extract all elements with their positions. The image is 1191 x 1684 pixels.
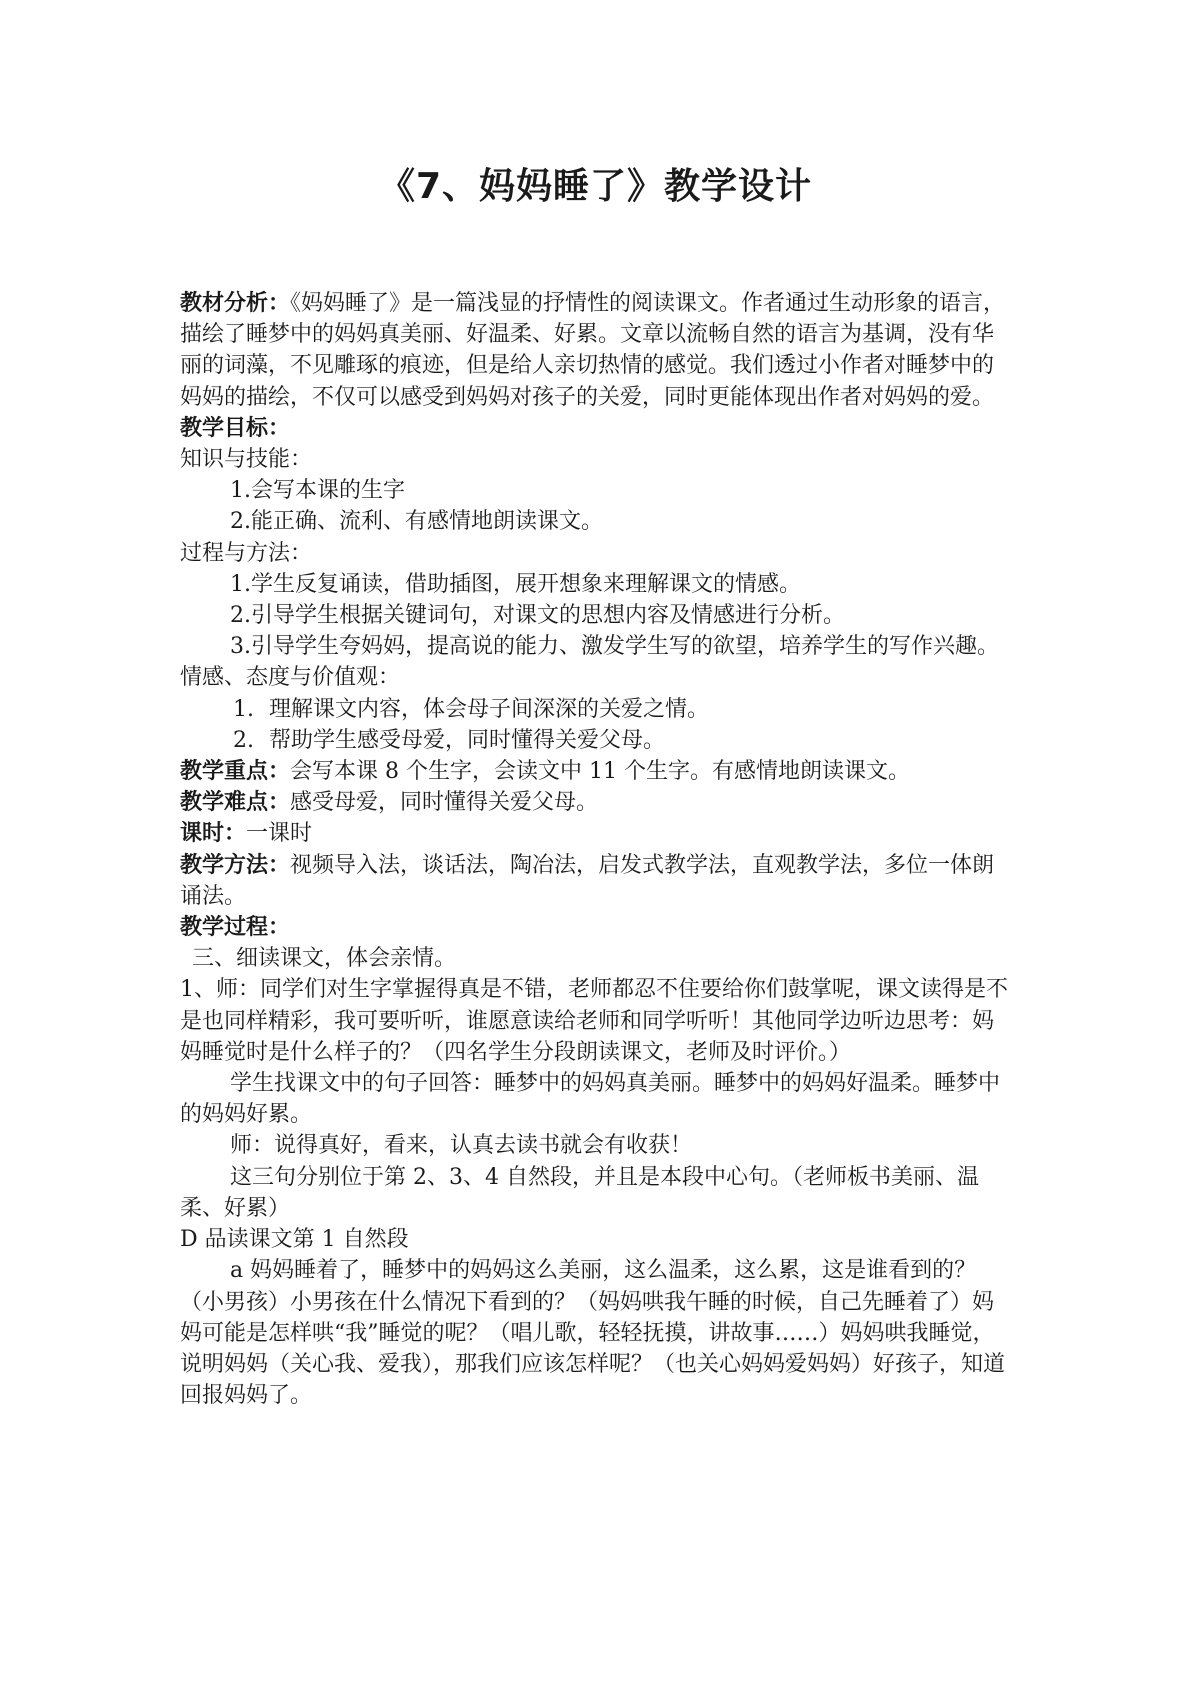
key-points-label: 教学重点： xyxy=(180,759,291,785)
knowledge-label: 知识与技能： xyxy=(180,447,313,473)
difficulties-label: 教学难点： xyxy=(180,790,291,816)
process-label: 教学过程： xyxy=(180,915,291,941)
key-points-text: 会写本课 8 个生字，会读文中 11 个生字。有感情地朗读课文。 xyxy=(290,759,910,785)
document-body xyxy=(180,288,1015,1411)
methods-paragraph xyxy=(180,850,1015,912)
process-paragraph: 师：说得真好，看来，认真去读书就会有收获！ xyxy=(230,1133,693,1159)
methods-text: 视频导入法，谈话法，陶冶法，启发式教学法，直观教学法，多位一体朗诵法。 xyxy=(180,852,995,909)
process-method-item: 3.引导学生夸妈妈，提高说的能力、激发学生写的欲望，培养学生的写作兴趣。 xyxy=(230,634,999,660)
emotion-label: 情感、态度与价值观： xyxy=(180,665,401,691)
key-points-paragraph xyxy=(180,756,1015,787)
knowledge-item: 1.会写本课的生字 xyxy=(230,478,405,504)
process-subheading: D 品读课文第 1 自然段 xyxy=(180,1227,409,1253)
analysis-text: 《妈妈睡了》是一篇浅显的抒情性的阅读课文。作者通过生动形象的语言，描绘了睡梦中的妈妈真美丽、好温柔、好累。文章以流畅自然的语言为基调，没有华丽的词藻，不见雕琢的痕迹，但是给人亲切热情的感觉。我们透过小作者对睡梦中的妈妈的描绘，不仅可以感受到妈妈对孩子的关爱，同时更能体现出作者对妈妈的爱。 xyxy=(180,291,1006,410)
goals-label: 教学目标： xyxy=(180,415,291,441)
hours-label: 课时： xyxy=(180,821,247,847)
page-title: 《7、妈妈睡了》教学设计 xyxy=(378,166,813,207)
knowledge-item: 2.能正确、流利、有感情地朗读课文。 xyxy=(230,509,603,535)
emotion-item-number: 1. xyxy=(233,696,254,722)
emotion-item-text: 理解课文内容，体会母子间深深的关爱之情。 xyxy=(269,696,710,722)
hours-paragraph xyxy=(180,818,1015,849)
process-method-label: 过程与方法： xyxy=(180,540,313,566)
emotion-item-text: 帮助学生感受母爱，同时懂得关爱父母。 xyxy=(269,727,666,753)
emotion-item xyxy=(180,694,1015,725)
process-method-item: 1.学生反复诵读，借助插图，展开想象来理解课文的情感。 xyxy=(230,571,801,597)
methods-label: 教学方法： xyxy=(180,852,291,878)
process-section-heading: 三、细读课文，体会亲情。 xyxy=(192,946,457,972)
process-paragraph: a 妈妈睡着了，睡梦中的妈妈这么美丽，这么温柔，这么累，这是谁看到的？（小男孩）小男孩在什么情况下看到的？（妈妈哄我午睡的时候，自己先睡着了）妈妈可能是怎样哄“我”睡觉的呢？（唱儿歌，轻轻抚摸，讲故事……）妈妈哄我睡觉，说明妈妈（关心我、爱我），那我们应该怎样呢？（也关心妈妈爱妈妈）好孩子，知道回报妈妈了。 xyxy=(180,1258,1006,1409)
analysis-paragraph xyxy=(180,288,1015,413)
difficulties-paragraph xyxy=(180,787,1015,818)
process-paragraph: 1、师：同学们对生字掌握得真是不错，老师都忍不住要给你们鼓掌呢，课文读得是不是也同样精彩，我可要听听，谁愿意读给老师和同学听听！其他同学边听边思考：妈妈睡觉时是什么样子的？（四名学生分段朗读课文，老师及时评价。） xyxy=(180,977,1008,1065)
process-paragraph: 这三句分别位于第 2、3、4 自然段，并且是本段中心句。（老师板书美丽、温柔、好累） xyxy=(180,1164,979,1221)
difficulties-text: 感受母爱，同时懂得关爱父母。 xyxy=(290,790,599,816)
process-paragraph: 学生找课文中的句子回答：睡梦中的妈妈真美丽。睡梦中的妈妈好温柔。睡梦中的妈妈好累。 xyxy=(180,1071,1001,1128)
emotion-item xyxy=(180,725,1015,756)
hours-text: 一课时 xyxy=(246,821,313,847)
analysis-label: 教材分析： xyxy=(180,291,291,316)
emotion-item-number: 2. xyxy=(233,727,254,753)
process-method-item: 2.引导学生根据关键词句，对课文的思想内容及情感进行分析。 xyxy=(230,603,845,629)
